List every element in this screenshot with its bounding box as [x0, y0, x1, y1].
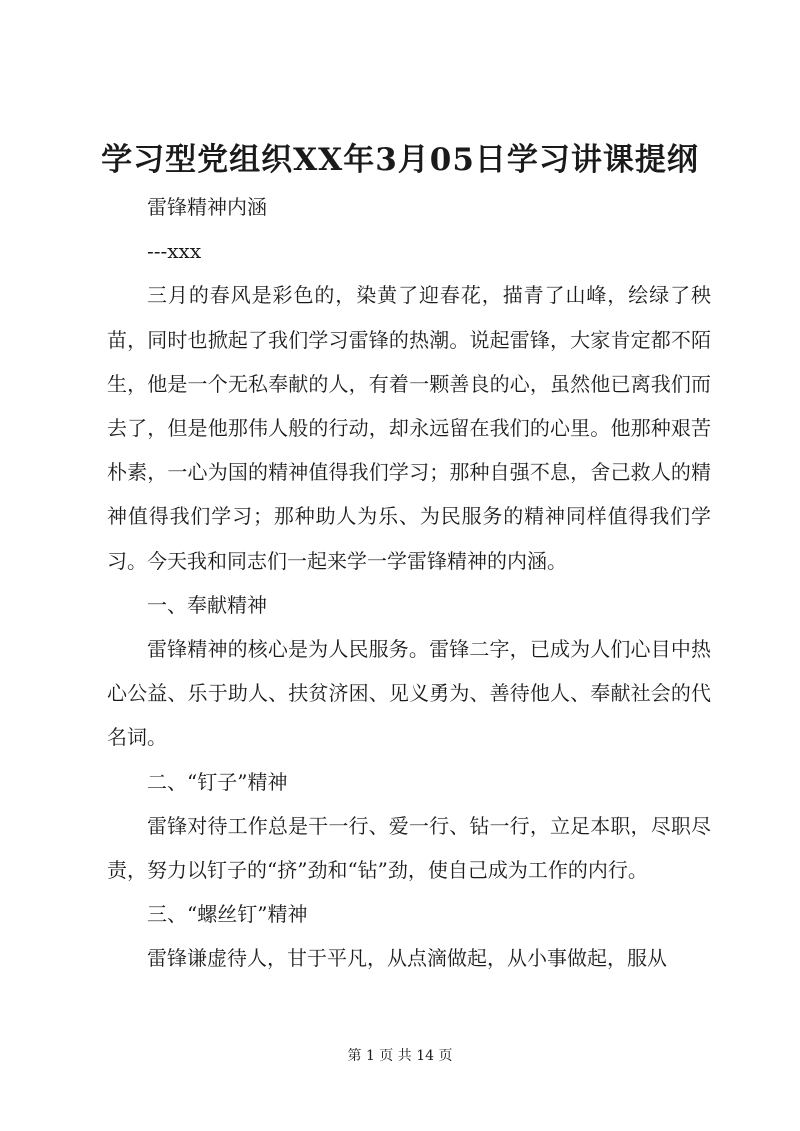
intro-paragraph: 三月的春风是彩色的，染黄了迎春花，描青了山峰，绘绿了秧苗，同时也掀起了我们学习雷锋的热潮。说起雷锋，大家肯定都不陌生，他是一个无私奉献的人，有着一颗善良的心，虽然他已离我们而去了，但是他那伟人般的行动，却永远留在我们的心里。他那种艰苦朴素，一心为国的精神值得我们学习；那种自强不息，舍己救人的精神值得我们学习；那种助人为乐、为民服务的精神同样值得我们学习。今天我和同志们一起来学一学雷锋精神的内涵。 — [107, 283, 711, 573]
section-heading-2: 二、“钉子”精神 — [147, 769, 288, 794]
document-title: 学习型党组织XX年3月05日学习讲课提纲 — [101, 142, 699, 178]
section-1-paragraph: 雷锋精神的核心是为人民服务。雷锋二字，已成为人们心目中热心公益、乐于助人、扶贫济困、见义勇为、善待他人、奉献社会的代名词。 — [107, 637, 711, 750]
section-2-paragraph: 雷锋对待工作总是干一行、爱一行、钻一行，立足本职，尽职尽责，努力以钉子的“挤”劲和“钻”劲，使自己成为工作的内行。 — [107, 813, 711, 883]
section-heading-1: 一、奉献精神 — [147, 592, 267, 617]
document-body — [107, 185, 711, 981]
section-heading-3: 三、“螺丝钉”精神 — [147, 902, 308, 927]
page-number-footer: 第 1 页 共 14 页 — [347, 1048, 453, 1064]
section-3-paragraph: 雷锋谦虚待人，甘于平凡，从点滴做起，从小事做起，服从 — [147, 946, 667, 971]
document-author: ---xxx — [147, 239, 202, 264]
document-subtitle: 雷锋精神内涵 — [147, 195, 267, 219]
